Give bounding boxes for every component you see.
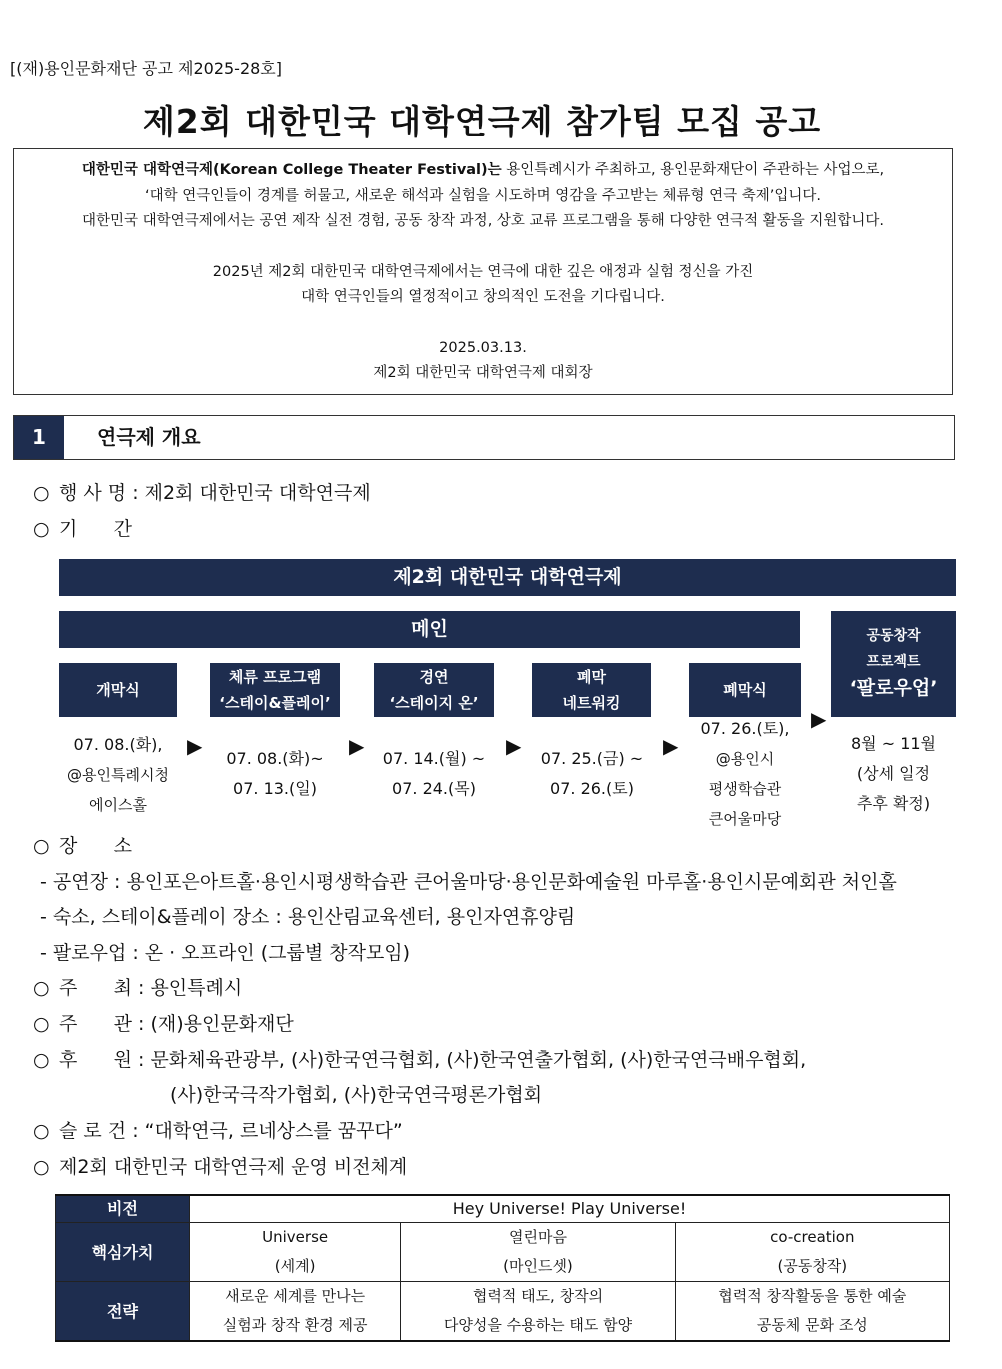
place-label: 장 소 bbox=[59, 835, 132, 857]
vision-table bbox=[55, 1194, 950, 1342]
value-line: 열린마음 bbox=[508, 1228, 567, 1246]
intro-line-1-rest: 용인특례시가 주최하고, 용인문화재단이 주관하는 사업으로, bbox=[501, 162, 885, 178]
collab-line-1: 공동창작 bbox=[866, 628, 921, 644]
bullet-icon: ○ bbox=[33, 1049, 50, 1071]
date-line: @용인시 bbox=[715, 750, 775, 768]
date-line: 07. 25.(금) ~ bbox=[540, 749, 644, 768]
page-title: 제2회 대한민국 대학연극제 참가팀 모집 공고 bbox=[142, 102, 822, 141]
arrow-right-icon: ▶ bbox=[349, 734, 365, 758]
arrow-right-icon: ▶ bbox=[187, 734, 203, 758]
stage-name: 개막식 bbox=[96, 681, 140, 699]
strategy-label: 전략 bbox=[56, 1282, 190, 1342]
host-label: 주 최 bbox=[59, 977, 132, 999]
slogan-row: ○ 슬 로 건 : “대학연극, 르네상스를 꿈꾸다” bbox=[33, 1120, 403, 1142]
strategy-cell bbox=[675, 1282, 949, 1342]
stage-name: 폐막 bbox=[577, 668, 606, 686]
date-line: @용인특례시청 bbox=[67, 766, 169, 784]
value-line: co-creation bbox=[770, 1228, 855, 1246]
collab-date bbox=[831, 729, 956, 819]
bullet-icon: ○ bbox=[33, 518, 50, 540]
vision-title-row bbox=[33, 1152, 407, 1179]
period-label: 기 간 bbox=[59, 518, 132, 540]
stage-stay-play bbox=[210, 663, 340, 717]
date-line: 추후 확정) bbox=[856, 794, 931, 813]
date-line: 07. 08.(화)~ bbox=[226, 749, 324, 768]
strategy-line: 실험과 창작 환경 제공 bbox=[222, 1316, 368, 1334]
date-line: (상세 일정 bbox=[856, 764, 931, 783]
vision-value: Hey Universe! Play Universe! bbox=[190, 1195, 950, 1223]
intro-festival-name: 대한민국 대학연극제(Korean College Theater Festival)는 bbox=[81, 162, 502, 178]
organizer-row: ○ 주 관 : (재)용인문화재단 bbox=[33, 1013, 294, 1035]
section-title: 연극제 개요 bbox=[97, 425, 201, 449]
slogan-label: 슬 로 건 bbox=[59, 1120, 127, 1142]
strategy-line: 새로운 세계를 만나는 bbox=[225, 1287, 366, 1305]
stage-contest-date bbox=[364, 744, 504, 804]
values-row bbox=[56, 1223, 950, 1282]
value-cell bbox=[401, 1223, 675, 1282]
event-name-label: 행 사 명 bbox=[59, 482, 127, 504]
event-name-row: ○ 행 사 명 : 제2회 대한민국 대학연극제 bbox=[33, 482, 371, 504]
values-label: 핵심가치 bbox=[56, 1223, 190, 1282]
place-venue: - 공연장 : 용인포은아트홀·용인시평생학습관 큰어울마당·용인문화예술원 마루홀·용인시문예회관 처인홀 bbox=[40, 871, 897, 893]
date-line: 07. 08.(화), bbox=[73, 735, 163, 754]
strategy-line: 협력적 태도, 창작의 bbox=[472, 1287, 604, 1305]
value-line: Universe bbox=[262, 1228, 329, 1246]
arrow-right-icon: ▶ bbox=[811, 707, 827, 731]
place-lodging: - 숙소, 스테이&플레이 장소 : 용인산림교육센터, 용인자연휴양림 bbox=[40, 906, 576, 928]
organizer-value: (재)용인문화재단 bbox=[150, 1013, 294, 1035]
place-row bbox=[33, 831, 132, 858]
date-line: 큰어울마당 bbox=[708, 810, 782, 828]
vision-row bbox=[56, 1195, 950, 1223]
date-line: 8월 ~ 11월 bbox=[850, 734, 937, 753]
bullet-icon: ○ bbox=[33, 1013, 50, 1035]
value-cell bbox=[190, 1223, 401, 1282]
sponsor-value-2: (사)한국극작가협회, (사)한국연극평론가협회 bbox=[170, 1084, 543, 1106]
date-line: 에이스홀 bbox=[89, 796, 147, 814]
strategy-line: 다양성을 수용하는 태도 함양 bbox=[443, 1316, 633, 1334]
date-line: 평생학습관 bbox=[708, 780, 782, 798]
date-line: 07. 26.(토) bbox=[550, 779, 634, 798]
sponsor-value-1: 문화체육관광부, (사)한국연극협회, (사)한국연출가협회, (사)한국연극배우협회, bbox=[150, 1049, 807, 1071]
stage-subname: 네트워킹 bbox=[562, 694, 621, 712]
intro-line-4: 2025년 제2회 대한민국 대학연극제에서는 연극에 대한 깊은 애정과 실험 정신을 가진 bbox=[212, 263, 754, 280]
place-followup: - 팔로우업 : 온 · 오프라인 (그룹별 창작모임) bbox=[40, 942, 411, 964]
strategy-line: 협력적 창작활동을 통한 예술 bbox=[718, 1287, 907, 1305]
date-line: 07. 14.(월) ~ bbox=[382, 749, 486, 768]
value-line: (공동창작) bbox=[777, 1257, 848, 1275]
bullet-icon: ○ bbox=[33, 1120, 50, 1142]
bullet-icon: ○ bbox=[33, 977, 50, 999]
bullet-icon: ○ bbox=[33, 835, 50, 857]
stage-name: 경연 bbox=[419, 668, 449, 686]
organizer-label: 주 관 bbox=[59, 1013, 132, 1035]
stage-closing-networking bbox=[532, 663, 651, 717]
host-value: 용인특례시 bbox=[150, 977, 243, 999]
value-line: (마인드셋) bbox=[503, 1257, 573, 1275]
intro-line-3: 대한민국 대학연극제에서는 공연 제작 실전 경험, 공동 창작 과정, 상호 교류 프로그램을 통해 다양한 연극적 활동을 지원합니다. bbox=[82, 213, 884, 229]
collab-line-3: ‘팔로우업’ bbox=[849, 677, 938, 699]
intro-box bbox=[13, 148, 953, 395]
strategy-line: 공동체 문화 조성 bbox=[756, 1316, 868, 1334]
arrow-right-icon: ▶ bbox=[663, 734, 679, 758]
date-line: 07. 24.(목) bbox=[392, 779, 476, 798]
event-name-value: 제2회 대한민국 대학연극제 bbox=[144, 482, 371, 504]
section-heading bbox=[13, 415, 955, 460]
arrow-right-icon: ▶ bbox=[506, 734, 522, 758]
strategy-cell bbox=[190, 1282, 401, 1342]
value-cell bbox=[675, 1223, 949, 1282]
intro-line-5: 대학 연극인들의 열정적이고 창의적인 도전을 기다립니다. bbox=[301, 289, 665, 305]
stage-stay-play-date bbox=[205, 744, 345, 804]
section-number: 1 bbox=[14, 416, 64, 459]
stage-closing-ceremony bbox=[689, 663, 801, 717]
intro-date: 2025.03.13. bbox=[439, 339, 527, 356]
schedule-banner: 제2회 대한민국 대학연극제 bbox=[59, 559, 956, 596]
bullet-icon: ○ bbox=[33, 1156, 50, 1178]
vision-title: 제2회 대한민국 대학연극제 운영 비전체계 bbox=[59, 1156, 408, 1178]
collab-project-box bbox=[831, 611, 956, 717]
stage-closing-ceremony-date bbox=[680, 714, 810, 834]
stage-subname: ‘스테이&플레이’ bbox=[219, 694, 331, 712]
host-row: ○ 주 최 : 용인특례시 bbox=[33, 977, 243, 999]
intro-line-2: ‘대학 연극인들이 경계를 허물고, 새로운 해석과 실험을 시도하며 영감을 주고받는 체류형 연극 축제’입니다. bbox=[144, 187, 822, 204]
strategy-row bbox=[56, 1282, 950, 1342]
main-program-bar: 메인 bbox=[59, 611, 800, 648]
stage-name: 폐막식 bbox=[723, 681, 767, 699]
intro-signature: 제2회 대한민국 대학연극제 대회장 bbox=[373, 365, 593, 381]
stage-closing-networking-date bbox=[522, 744, 662, 804]
stage-contest bbox=[374, 663, 494, 717]
stage-subname: ‘스테이지 온’ bbox=[389, 694, 479, 712]
sponsor-row: ○ 후 원 : 문화체육관광부, (사)한국연극협회, (사)한국연출가협회, (사)한국연극배우협회, bbox=[33, 1049, 807, 1071]
stage-name: 체류 프로그램 bbox=[228, 668, 322, 686]
date-line: 07. 13.(일) bbox=[233, 779, 317, 798]
value-line: (세계) bbox=[274, 1257, 316, 1275]
notice-number: [(재)용인문화재단 공고 제2025-28호] bbox=[10, 59, 283, 78]
date-line: 07. 26.(토), bbox=[700, 719, 790, 738]
intro-line-1 bbox=[14, 158, 952, 184]
period-row bbox=[33, 514, 132, 541]
stage-opening bbox=[59, 663, 177, 717]
collab-line-2: 프로젝트 bbox=[866, 654, 921, 670]
sponsor-label: 후 원 bbox=[59, 1049, 132, 1071]
bullet-icon: ○ bbox=[33, 482, 50, 504]
stage-opening-date bbox=[55, 730, 181, 820]
vision-label: 비전 bbox=[56, 1195, 190, 1223]
strategy-cell bbox=[401, 1282, 675, 1342]
slogan-value: “대학연극, 르네상스를 꿈꾸다” bbox=[144, 1120, 403, 1142]
